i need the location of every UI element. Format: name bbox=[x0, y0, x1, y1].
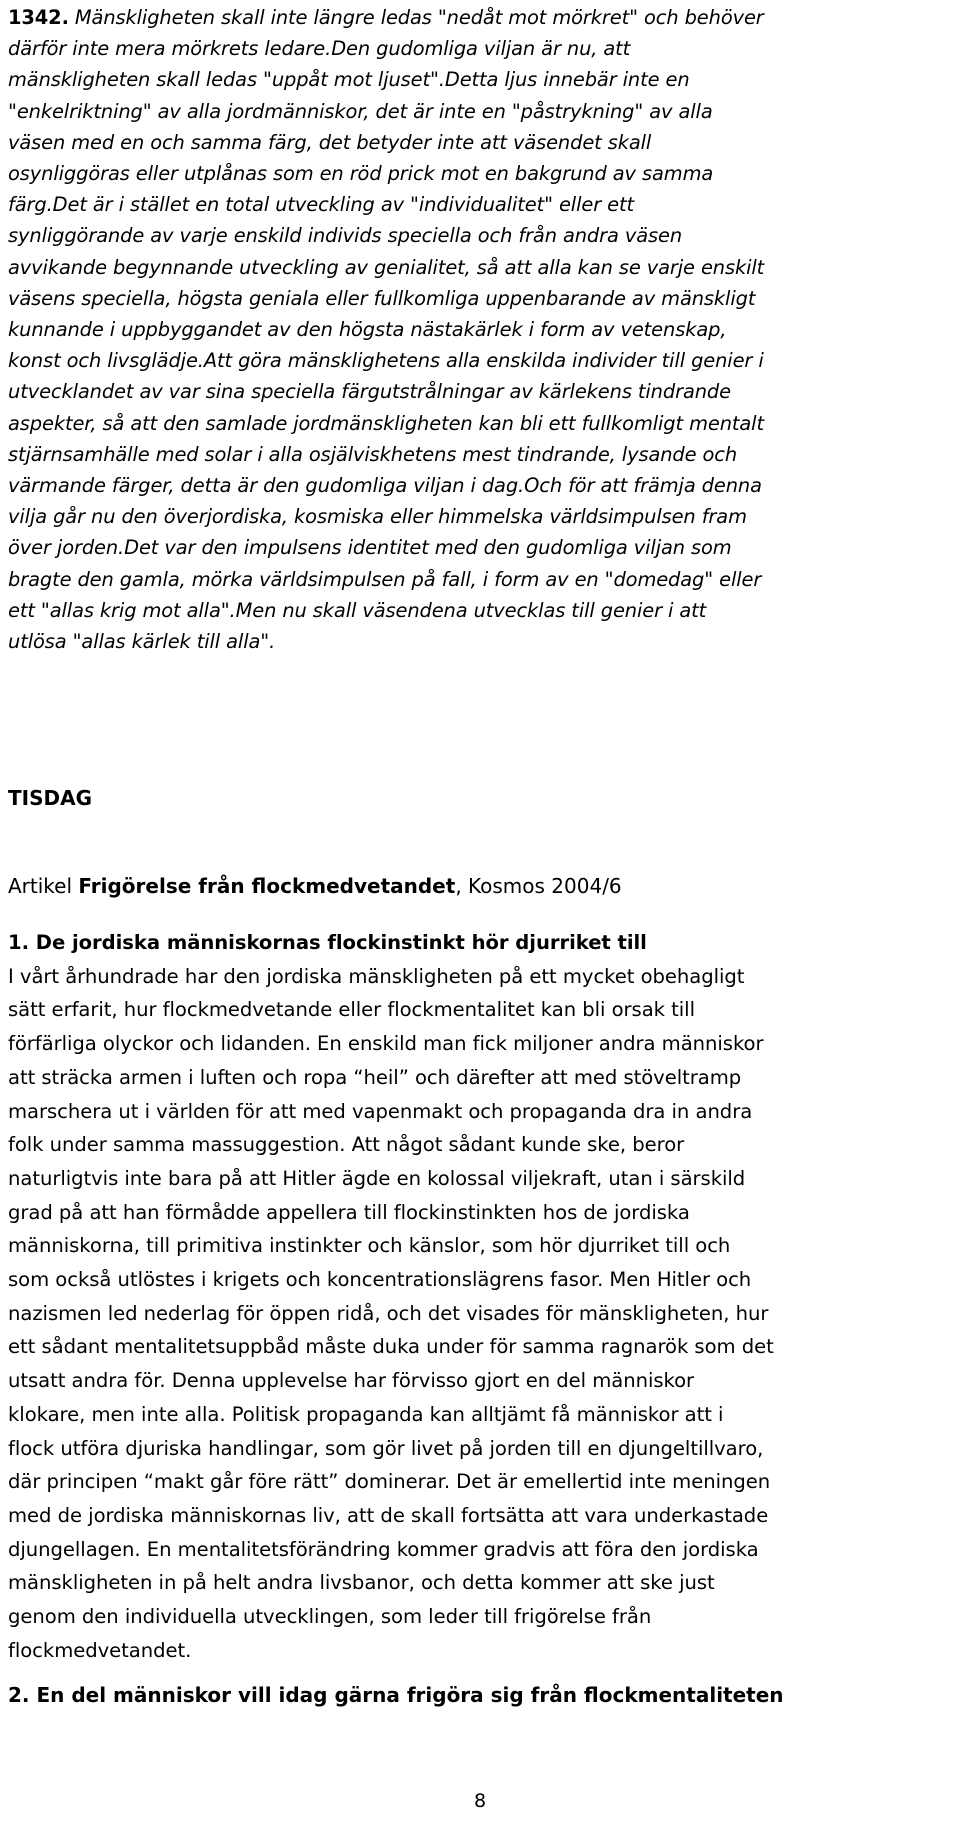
section-1 bbox=[8, 926, 774, 1667]
quote-line: värmande färger, detta är den gudomliga viljan i dag.Och för att främja denna bbox=[8, 474, 762, 498]
quote-line: aspekter, så att den samlade jordmänskligheten kan bli ett fullkomligt mentalt bbox=[8, 411, 764, 435]
quote-line: konst och livsglädje.Att göra mänsklighetens alla enskilda individer till genier i bbox=[8, 349, 764, 373]
section-1-title: 1. De jordiska människornas flockinstinkt hör djurriket till bbox=[8, 931, 647, 954]
day-heading: TISDAG bbox=[8, 786, 92, 810]
quote-line: över jorden.Det var den impulsens identitet med den gudomliga viljan som bbox=[8, 536, 732, 560]
quote-number: 1342. bbox=[8, 6, 69, 29]
quote-line: bragte den gamla, mörka världsimpulsen på fall, i form av en "domedag" eller bbox=[8, 567, 762, 591]
quote-line: därför inte mera mörkrets ledare.Den gudomliga viljan är nu, att bbox=[8, 37, 631, 61]
quote-line: väsens speciella, högsta geniala eller fullkomliga uppenbarande av mänskligt bbox=[8, 286, 756, 310]
body-line: mänskligheten in på helt andra livsbanor, och detta kommer att ske just bbox=[8, 1571, 715, 1595]
body-line: sätt erfarit, hur flockmedvetande eller flockmentalitet kan bli orsak till bbox=[8, 998, 695, 1022]
body-line: ett sådant mentalitetsuppbåd måste duka under för samma ragnarök som det bbox=[8, 1335, 774, 1359]
body-line: genom den individuella utvecklingen, som leder till frigörelse från bbox=[8, 1605, 652, 1629]
quote-line: väsen med en och samma färg, det betyder inte att väsendet skall bbox=[8, 130, 652, 154]
section-2-title: 2. En del människor vill idag gärna frigöra sig från flockmentaliteten bbox=[8, 1683, 784, 1707]
quote-line: stjärnsamhälle med solar i alla osjälviskhetens mest tindrande, lysande och bbox=[8, 442, 738, 466]
body-line: flockmedvetandet. bbox=[8, 1638, 192, 1662]
body-line: folk under samma massuggestion. Att något sådant kunde ske, beror bbox=[8, 1133, 685, 1157]
article-suffix: , Kosmos 2004/6 bbox=[455, 874, 622, 898]
body-line: som också utlöstes i krigets och koncentrationslägrens fasor. Men Hitler och bbox=[8, 1268, 752, 1292]
quote-line: vilja går nu den överjordiska, kosmiska eller himmelska världsimpulsen fram bbox=[8, 505, 747, 529]
body-line: marschera ut i världen för att med vapenmakt och propaganda dra in andra bbox=[8, 1099, 753, 1123]
article-prefix: Artikel bbox=[8, 874, 79, 898]
body-line: att sträcka armen i luften och ropa “heil” och därefter att med stöveltramp bbox=[8, 1065, 742, 1089]
quote-line: färg.Det är i stället en total utveckling av "individualitet" eller ett bbox=[8, 193, 634, 217]
page-number: 8 bbox=[473, 1790, 487, 1812]
body-line: flock utföra djuriska handlingar, som gör livet på jorden till en djungeltillvaro, bbox=[8, 1436, 764, 1460]
quote-line: osynliggöras eller utplånas som en röd prick mot en bakgrund av samma bbox=[8, 162, 714, 186]
quote-line: ett "allas krig mot alla".Men nu skall väsendena utvecklas till genier i att bbox=[8, 598, 707, 622]
body-line: grad på att han förmådde appellera till flockinstinkten hos de jordiska bbox=[8, 1200, 690, 1224]
quote-line: 1342. Mänskligheten skall inte längre ledas "nedåt mot mörkret" och behöver bbox=[8, 6, 764, 29]
body-line: nazismen led nederlag för öppen ridå, och det visades för mänskligheten, hur bbox=[8, 1301, 769, 1325]
body-line: utsatt andra för. Denna upplevelse har förvisso gjort en del människor bbox=[8, 1369, 695, 1393]
body-line: människorna, till primitiva instinkter och känslor, som hör djurriket till och bbox=[8, 1234, 731, 1258]
article-reference bbox=[8, 874, 622, 898]
body-line: I vårt århundrade har den jordiska mänskligheten på ett mycket obehagligt bbox=[8, 964, 745, 988]
body-line: där principen “makt går före rätt” dominerar. Det är emellertid inte meningen bbox=[8, 1470, 771, 1494]
body-line: förfärliga olyckor och lidanden. En enskild man fick miljoner andra människor bbox=[8, 1032, 764, 1056]
quote-line: utlösa "allas kärlek till alla". bbox=[8, 630, 276, 654]
quote-line: mänskligheten skall ledas "uppåt mot ljuset".Detta ljus innebär inte en bbox=[8, 68, 690, 92]
body-line: djungellagen. En mentalitetsförändring kommer gradvis att föra den jordiska bbox=[8, 1537, 759, 1561]
quote-line: synliggörande av varje enskild individs speciella och från andra väsen bbox=[8, 224, 683, 248]
article-title: Frigörelse från flockmedvetandet bbox=[78, 874, 456, 898]
body-line: naturligtvis inte bara på att Hitler ägde en kolossal viljekraft, utan i särskild bbox=[8, 1166, 746, 1190]
body-line: klokare, men inte alla. Politisk propaganda kan alltjämt få människor att i bbox=[8, 1402, 724, 1426]
quote-line: avvikande begynnande utveckling av genialitet, så att alla kan se varje enskilt bbox=[8, 255, 765, 279]
quote-line: utvecklandet av var sina speciella färgutstrålningar av kärlekens tindrande bbox=[8, 380, 731, 404]
quote-line: kunnande i uppbyggandet av den högsta nästakärlek i form av vetenskap, bbox=[8, 318, 727, 342]
quote-line: "enkelriktning" av alla jordmänniskor, det är inte en "påstrykning" av alla bbox=[8, 99, 713, 123]
body-line: med de jordiska människornas liv, att de skall fortsätta att vara underkastade bbox=[8, 1503, 769, 1527]
quote-paragraph bbox=[8, 2, 764, 657]
